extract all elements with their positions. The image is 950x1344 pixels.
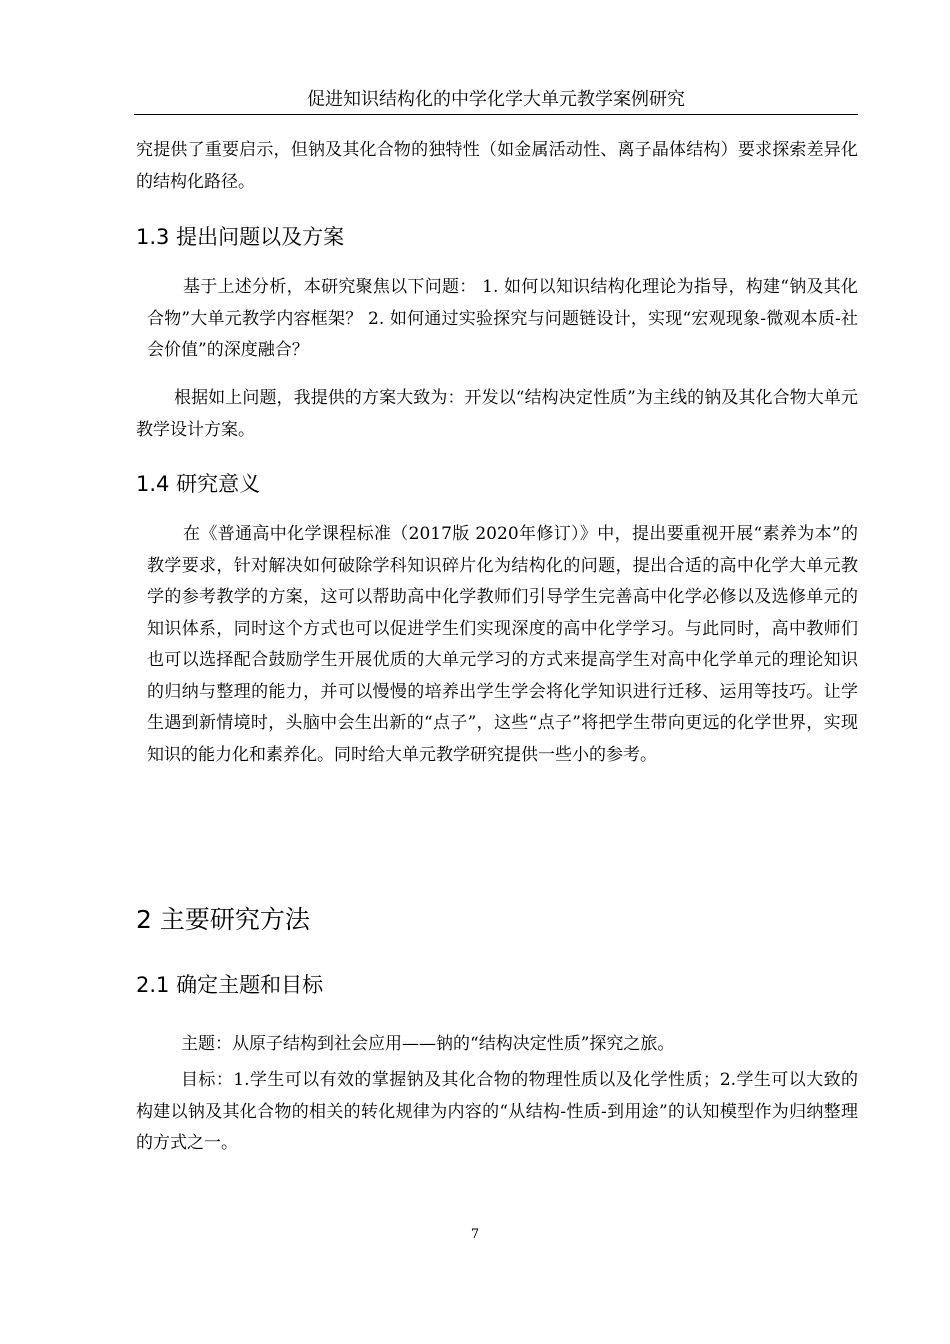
paragraph-continuation: 究提供了重要启示，但钠及其化合物的独特性（如金属活动性、离子晶体结构）要求探索差异化的结构化路径。: [136, 140, 858, 192]
paragraph-research-questions: 基于上述分析，本研究聚焦以下问题： 1. 如何以知识结构化理论为指导，构建“钠及其化合物”大单元教学内容框架？ 2. 如何通过实验探究与问题链设计，实现“宏观现象-微观本质-社会价值”的深度融合？: [147, 277, 858, 360]
paragraph-research-significance: 在《普通高中化学课程标准（2017版 2020年修订）》中，提出要重视开展“素养为本”的教学要求，针对解决如何破除学科知识碎片化为结构化的问题，提出合适的高中化学大单元教学的参考教学的方案，这可以帮助高中化学教师们引导学生完善高中化学必修以及选修单元的知识体系，同时这个方式也可以促进学生们实现深度的高中化学学习。与此同时，高中教师们也可以选择配合鼓励学生开展优质的大单元学习的方式来提高学生对高中化学单元的理论知识的归纳与整理的能力，并可以慢慢的培养出学生学会将化学知识进行迁移、运用等技巧。让学生遇到新情境时，头脑中会生出新的“点子”，这些“点子”将把学生带向更远的化学世界，实现知识的能力化和素养化。同时给大单元教学研究提供一些小的参考。: [147, 524, 858, 765]
paragraph-goals: 目标：1.学生可以有效的掌握钠及其化合物的物理性质以及化学性质；2.学生可以大致的构建以钠及其化合物的相关的转化规律为内容的“从结构-性质-到用途”的认知模型作为归纳整理的方式之一。: [136, 1070, 858, 1153]
heading-1-4: 1.4 研究意义: [136, 472, 261, 496]
paragraph-theme: 主题：从原子结构到社会应用——钠的“结构决定性质”探究之旅。: [181, 1034, 675, 1054]
heading-1-3: 1.3 提出问题以及方案: [136, 225, 345, 249]
heading-2: 2 主要研究方法: [136, 905, 310, 934]
heading-2-1: 2.1 确定主题和目标: [136, 973, 324, 997]
paragraph-proposed-plan: 根据如上问题，我提供的方案大致为：开发以“结构决定性质”为主线的钠及其化合物大单元教学设计方案。: [136, 388, 858, 440]
page-number: 7: [470, 1227, 480, 1242]
running-header: 促进知识结构化的中学化学大单元教学案例研究: [134, 87, 858, 115]
